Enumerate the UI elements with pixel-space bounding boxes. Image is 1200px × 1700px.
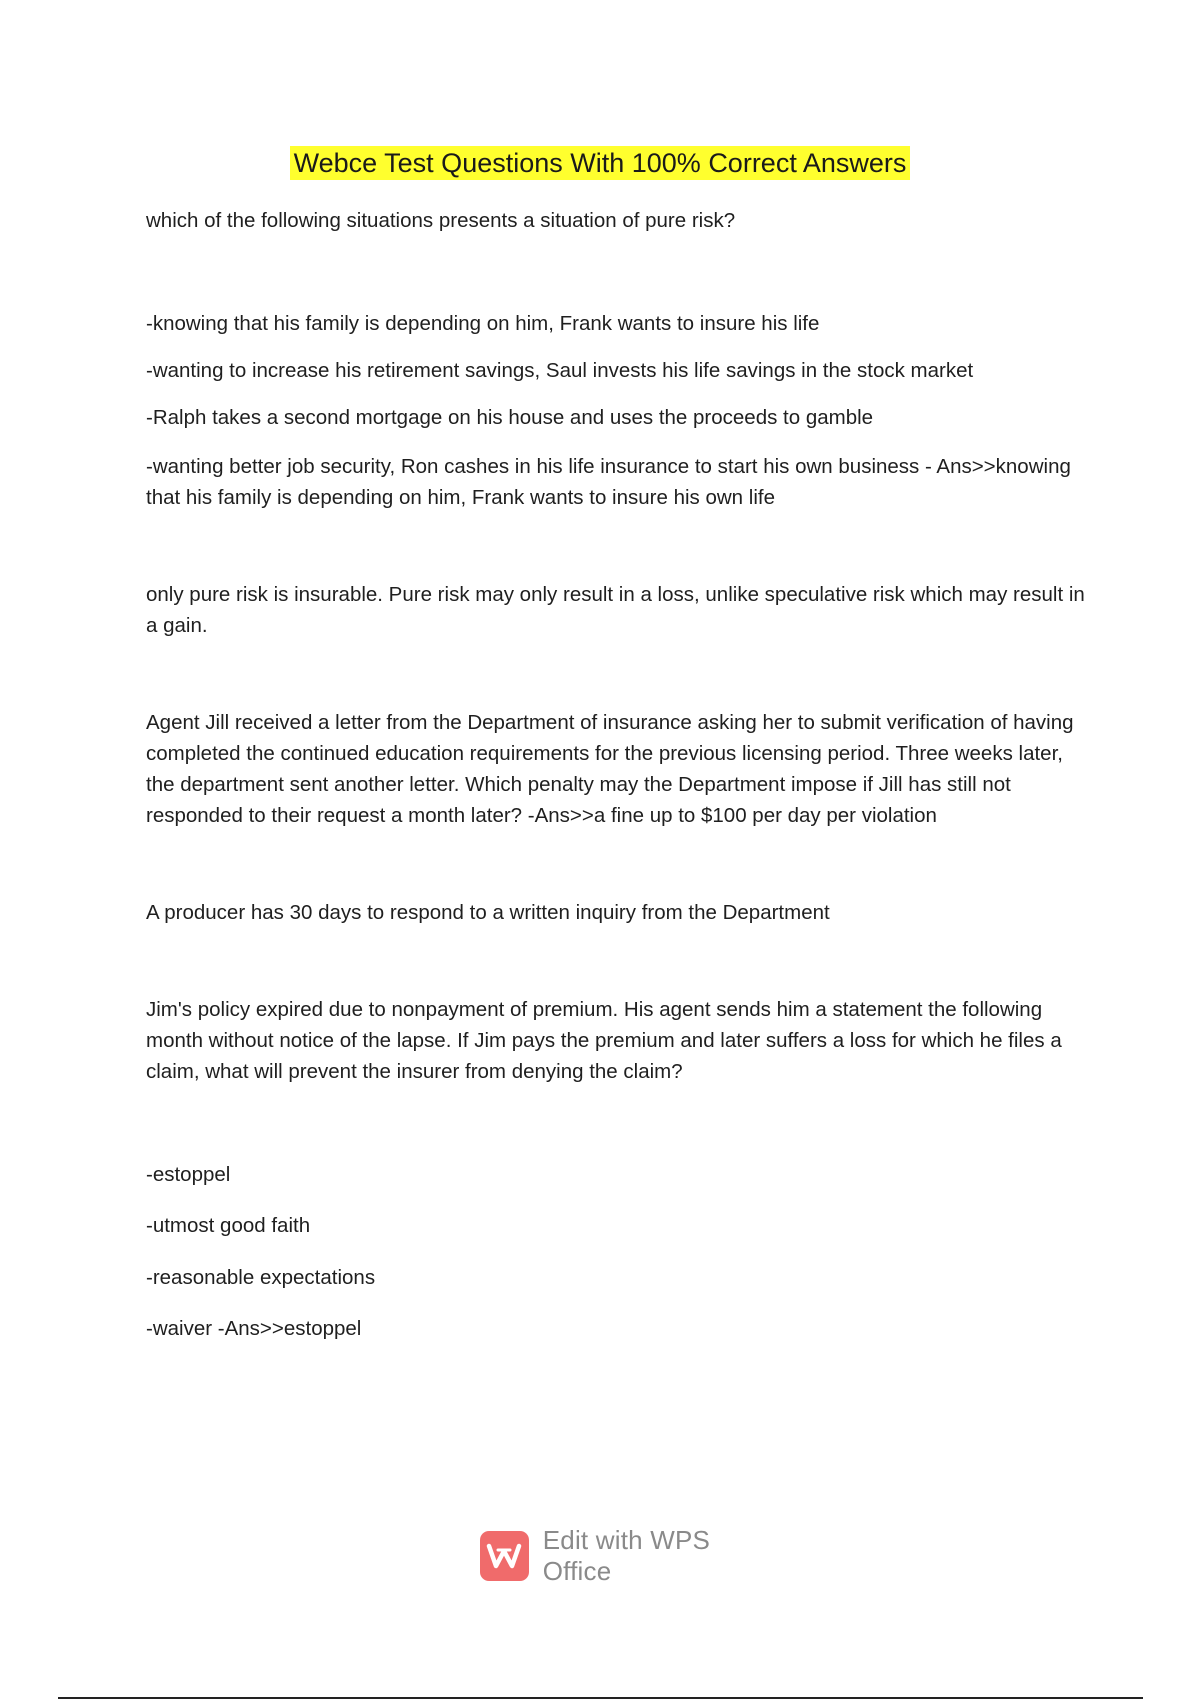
document-body <box>146 205 1096 1344</box>
page-bottom-rule <box>58 1697 1143 1699</box>
wps-watermark-label: Edit with WPS Office <box>542 1525 711 1586</box>
option-3c: -reasonable expectations <box>146 1266 376 1289</box>
document-title: Webce Test Questions With 100% Correct Answers <box>290 146 911 180</box>
option-3b: -utmost good faith <box>146 1214 311 1237</box>
explanation-2: A producer has 30 days to respond to a written inquiry from the Department <box>146 901 830 924</box>
option-1c: -Ralph takes a second mortgage on his house and uses the proceeds to gamble <box>146 406 874 429</box>
wps-watermark <box>480 1525 780 1586</box>
title-row <box>0 146 1200 180</box>
question-1: which of the following situations presents a situation of pure risk? <box>146 209 736 232</box>
option-1b: -wanting to increase his retirement savings, Saul invests his life savings in the stock market <box>146 359 974 382</box>
option-3d-answer: -waiver -Ans>>estoppel <box>146 1317 362 1340</box>
question-3: Jim's policy expired due to nonpayment of premium. His agent sends him a statement the following month without notice of the lapse. If Jim pays the premium and later suffers a loss for which he files a claim, what will prevent the insurer from denying the claim? <box>146 998 1062 1083</box>
option-3a: -estoppel <box>146 1163 231 1186</box>
wps-logo-icon <box>480 1531 529 1581</box>
explanation-1: only pure risk is insurable. Pure risk may only result in a loss, unlike speculative risk which may result in a gain. <box>146 583 1085 637</box>
option-1d-answer: -wanting better job security, Ron cashes in his life insurance to start his own business - Ans>>knowing that his family is depending on him, Frank wants to insure his own life <box>146 455 1071 509</box>
question-2: Agent Jill received a letter from the Department of insurance asking her to submit verification of having completed the continued education requirements for the previous licensing period. Three weeks later, the department sent another letter. Which penalty may the Department impose if Jill has still not responded to their request a month later? -Ans>>a fine up to $100 per day per violation <box>146 711 1074 827</box>
option-1a: -knowing that his family is depending on him, Frank wants to insure his life <box>146 312 820 335</box>
